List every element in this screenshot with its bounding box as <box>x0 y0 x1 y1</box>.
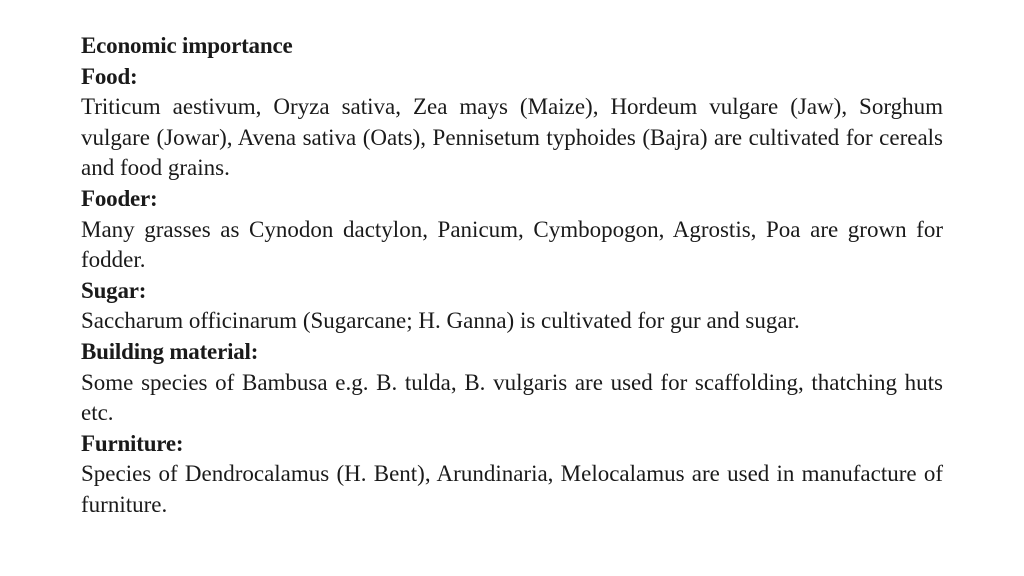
section-body-sugar: Saccharum officinarum (Sugarcane; H. Ganna) is cultivated for gur and sugar. <box>81 308 800 334</box>
slide-content <box>81 31 943 521</box>
section-body-fodder: Many grasses as Cynodon dactylon, Panicum, Cymbopogon, Agrostis, Poa are grown for fodder. <box>81 216 943 273</box>
section-heading-sugar: Sugar: <box>81 277 147 303</box>
page-title: Economic importance <box>81 33 293 58</box>
section-heading-furniture: Furniture: <box>81 430 184 456</box>
section-heading-food: Food: <box>81 63 138 89</box>
section-body-furniture: Species of Dendrocalamus (H. Bent), Arundinaria, Melocalamus are used in manufacture of furniture. <box>81 461 943 517</box>
section-body-building-material: Some species of Bambusa e.g. B. tulda, B. vulgaris are used for scaffolding, thatching huts etc. <box>81 369 943 426</box>
section-heading-fodder: Fooder: <box>81 185 158 211</box>
section-heading-building-material: Building material: <box>81 338 259 364</box>
section-body-food: Triticum aestivum, Oryza sativa, Zea mays (Maize), Hordeum vulgare (Jaw), Sorghum vulgare (Jowar), Avena sativa (Oats), Pennisetum typhoides (Bajra) are cultivated for cereals and food grains. <box>81 94 943 181</box>
